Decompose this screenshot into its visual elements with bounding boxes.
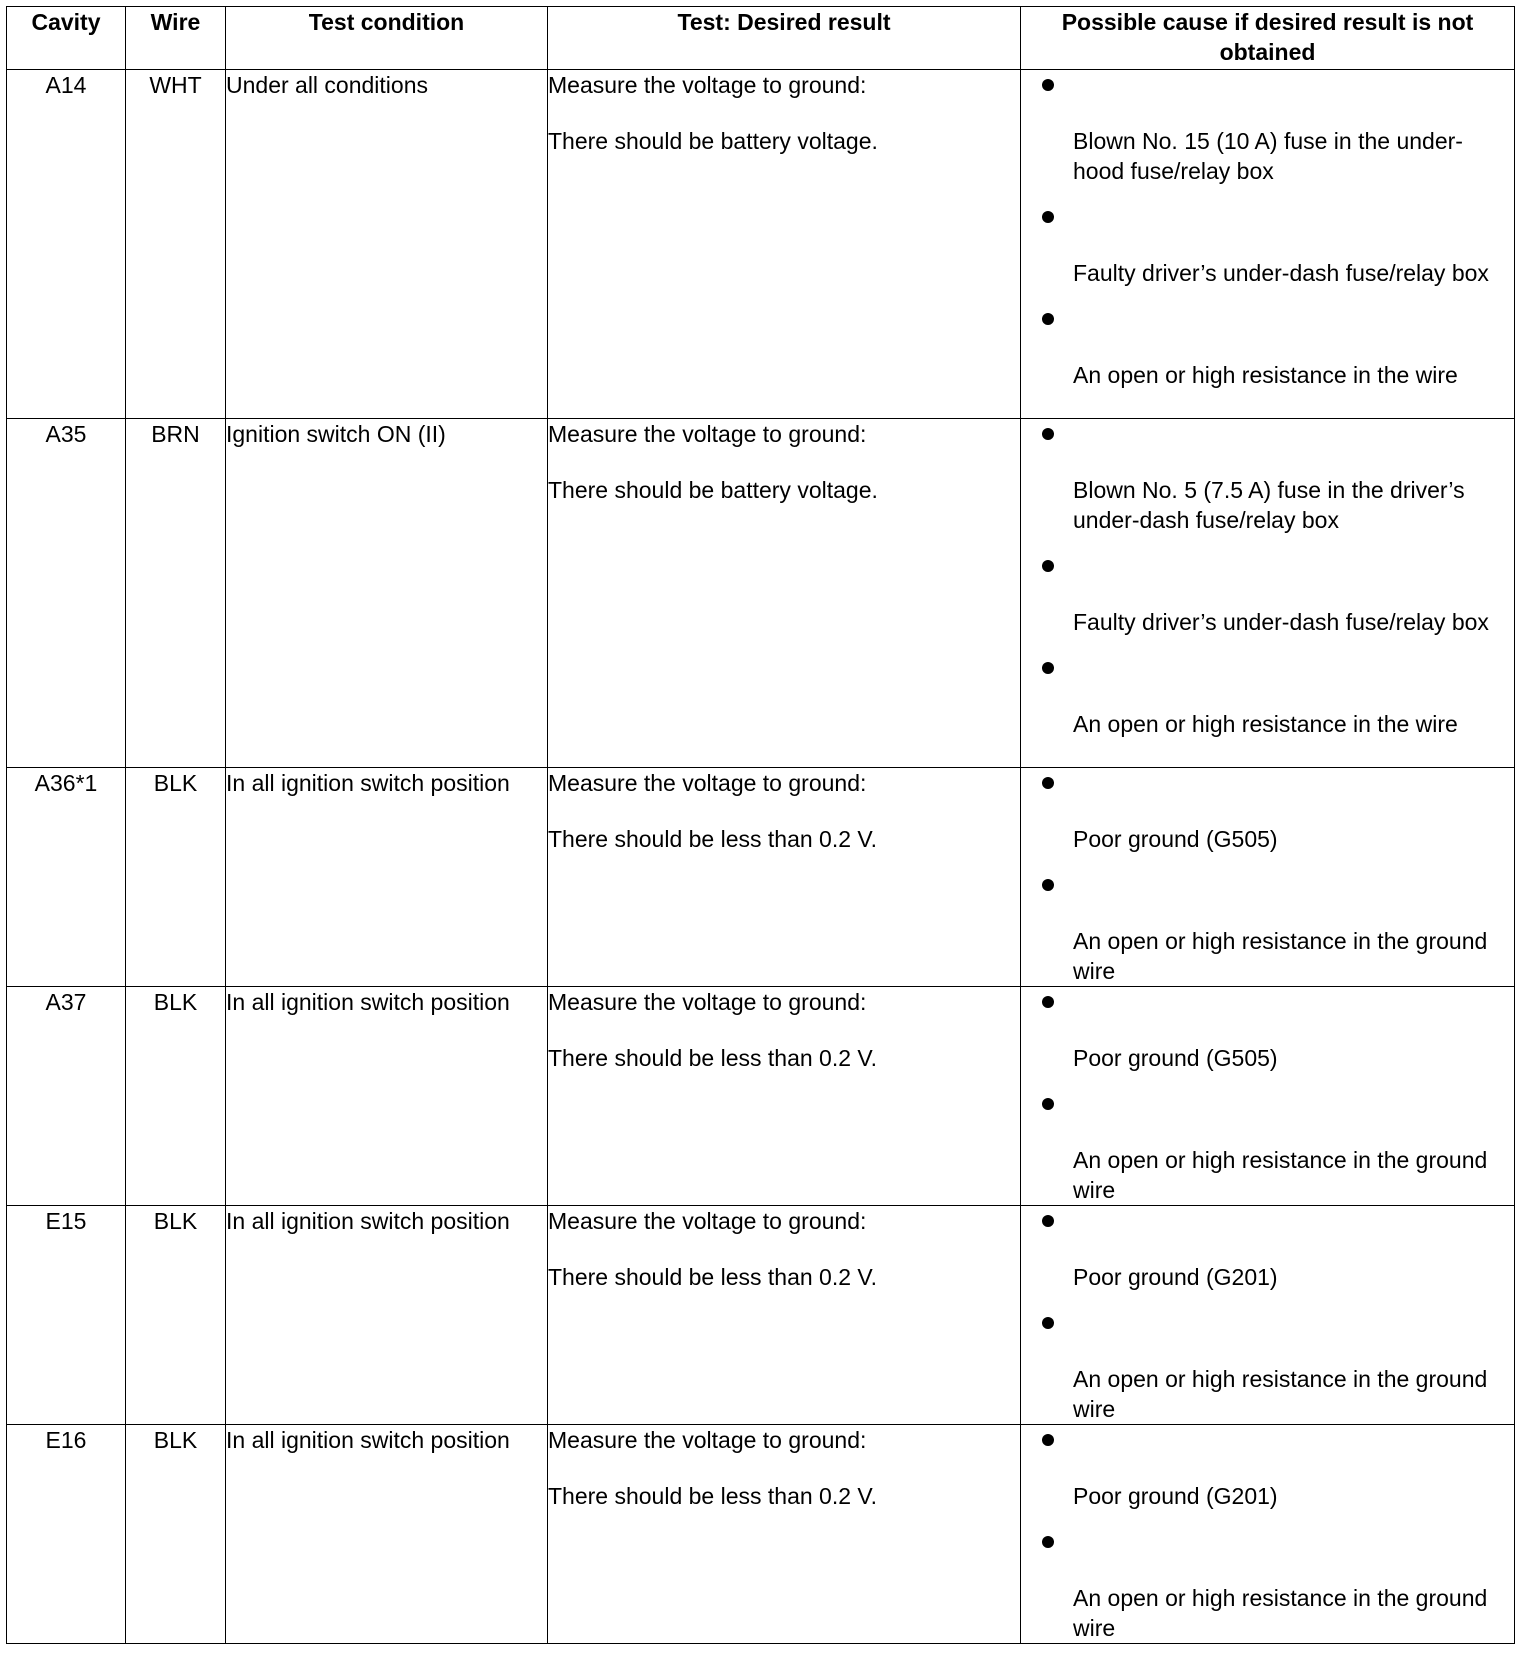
header-row bbox=[7, 7, 1515, 70]
cause-text: An open or high resistance in the ground wire bbox=[1073, 928, 1488, 984]
cause-text: An open or high resistance in the ground wire bbox=[1073, 1366, 1488, 1422]
diagnostic-table bbox=[6, 6, 1515, 1644]
table-row bbox=[7, 1425, 1515, 1644]
result-cell bbox=[548, 987, 1021, 1206]
header-desired-result: Test: Desired result bbox=[548, 7, 1021, 70]
bullet-icon bbox=[1042, 1089, 1056, 1119]
result-cell bbox=[548, 419, 1021, 768]
table-row bbox=[7, 70, 1515, 419]
result-line: There should be less than 0.2 V. bbox=[548, 1264, 878, 1290]
result-cell bbox=[548, 70, 1021, 419]
bullet-icon bbox=[1042, 870, 1056, 900]
cause-text: An open or high resistance in the ground wire bbox=[1073, 1147, 1488, 1203]
condition-cell: In all ignition switch position bbox=[226, 768, 548, 987]
result-line: There should be less than 0.2 V. bbox=[548, 1045, 878, 1071]
cause-item bbox=[1021, 1527, 1514, 1643]
bullet-icon bbox=[1042, 202, 1056, 232]
result-line: There should be battery voltage. bbox=[548, 477, 878, 503]
table-row bbox=[7, 1206, 1515, 1425]
cause-text: Poor ground (G201) bbox=[1073, 1483, 1278, 1509]
cause-item bbox=[1021, 987, 1514, 1073]
cause-cell bbox=[1021, 768, 1515, 987]
cause-item bbox=[1021, 419, 1514, 535]
header-cavity: Cavity bbox=[7, 7, 126, 70]
result-line: There should be battery voltage. bbox=[548, 128, 878, 154]
condition-cell: In all ignition switch position bbox=[226, 1425, 548, 1644]
condition-cell: In all ignition switch position bbox=[226, 987, 548, 1206]
bullet-icon bbox=[1042, 70, 1056, 100]
result-line: Measure the voltage to ground: bbox=[548, 1427, 867, 1453]
result-line: Measure the voltage to ground: bbox=[548, 770, 867, 796]
table-row bbox=[7, 768, 1515, 987]
wire-cell: BLK bbox=[126, 1425, 226, 1644]
cause-item bbox=[1021, 304, 1514, 390]
cause-item bbox=[1021, 551, 1514, 637]
cause-item bbox=[1021, 1425, 1514, 1511]
header-wire: Wire bbox=[126, 7, 226, 70]
table-row bbox=[7, 419, 1515, 768]
result-cell bbox=[548, 768, 1021, 987]
cause-text: Poor ground (G505) bbox=[1073, 1045, 1278, 1071]
bullet-icon bbox=[1042, 304, 1056, 334]
condition-cell: Under all conditions bbox=[226, 70, 548, 419]
cause-cell bbox=[1021, 70, 1515, 419]
cause-item bbox=[1021, 1206, 1514, 1292]
bullet-icon bbox=[1042, 419, 1056, 449]
header-test-condition: Test condition bbox=[226, 7, 548, 70]
cause-item bbox=[1021, 653, 1514, 739]
cause-item bbox=[1021, 1308, 1514, 1424]
cavity-cell: E16 bbox=[7, 1425, 126, 1644]
bullet-icon bbox=[1042, 653, 1056, 683]
header-possible-cause: Possible cause if desired result is not obtained bbox=[1021, 7, 1515, 70]
wire-cell: BLK bbox=[126, 987, 226, 1206]
wire-cell: BLK bbox=[126, 1206, 226, 1425]
wire-cell: WHT bbox=[126, 70, 226, 419]
cause-text: Poor ground (G201) bbox=[1073, 1264, 1278, 1290]
cause-text: An open or high resistance in the wire bbox=[1073, 362, 1458, 388]
cause-item bbox=[1021, 768, 1514, 854]
table-row bbox=[7, 987, 1515, 1206]
cause-cell bbox=[1021, 419, 1515, 768]
bullet-icon bbox=[1042, 1308, 1056, 1338]
cause-cell bbox=[1021, 987, 1515, 1206]
result-line: Measure the voltage to ground: bbox=[548, 1208, 867, 1234]
cause-cell bbox=[1021, 1425, 1515, 1644]
bullet-icon bbox=[1042, 551, 1056, 581]
result-line: There should be less than 0.2 V. bbox=[548, 1483, 878, 1509]
bullet-icon bbox=[1042, 987, 1056, 1017]
wire-cell: BRN bbox=[126, 419, 226, 768]
result-cell bbox=[548, 1425, 1021, 1644]
cause-text: An open or high resistance in the ground wire bbox=[1073, 1585, 1488, 1641]
result-line: There should be less than 0.2 V. bbox=[548, 826, 878, 852]
cavity-cell: A36*1 bbox=[7, 768, 126, 987]
cause-cell bbox=[1021, 1206, 1515, 1425]
result-line: Measure the voltage to ground: bbox=[548, 989, 867, 1015]
cause-text: Faulty driver’s under-dash fuse/relay box bbox=[1073, 609, 1489, 635]
cavity-cell: A37 bbox=[7, 987, 126, 1206]
bullet-icon bbox=[1042, 1527, 1056, 1557]
result-cell bbox=[548, 1206, 1021, 1425]
cavity-cell: A14 bbox=[7, 70, 126, 419]
cause-text: Blown No. 5 (7.5 A) fuse in the driver’s under-dash fuse/relay box bbox=[1073, 477, 1465, 533]
wire-cell: BLK bbox=[126, 768, 226, 987]
bullet-icon bbox=[1042, 768, 1056, 798]
cause-item bbox=[1021, 70, 1514, 186]
result-line: Measure the voltage to ground: bbox=[548, 421, 867, 447]
cause-text: Faulty driver’s under-dash fuse/relay box bbox=[1073, 260, 1489, 286]
bullet-icon bbox=[1042, 1206, 1056, 1236]
cause-text: An open or high resistance in the wire bbox=[1073, 711, 1458, 737]
cause-item bbox=[1021, 1089, 1514, 1205]
cause-item bbox=[1021, 870, 1514, 986]
cause-item bbox=[1021, 202, 1514, 288]
cause-text: Blown No. 15 (10 A) fuse in the under-hood fuse/relay box bbox=[1073, 128, 1463, 184]
cavity-cell: E15 bbox=[7, 1206, 126, 1425]
bullet-icon bbox=[1042, 1425, 1056, 1455]
cavity-cell: A35 bbox=[7, 419, 126, 768]
result-line: Measure the voltage to ground: bbox=[548, 72, 867, 98]
cause-text: Poor ground (G505) bbox=[1073, 826, 1278, 852]
condition-cell: In all ignition switch position bbox=[226, 1206, 548, 1425]
condition-cell: Ignition switch ON (II) bbox=[226, 419, 548, 768]
